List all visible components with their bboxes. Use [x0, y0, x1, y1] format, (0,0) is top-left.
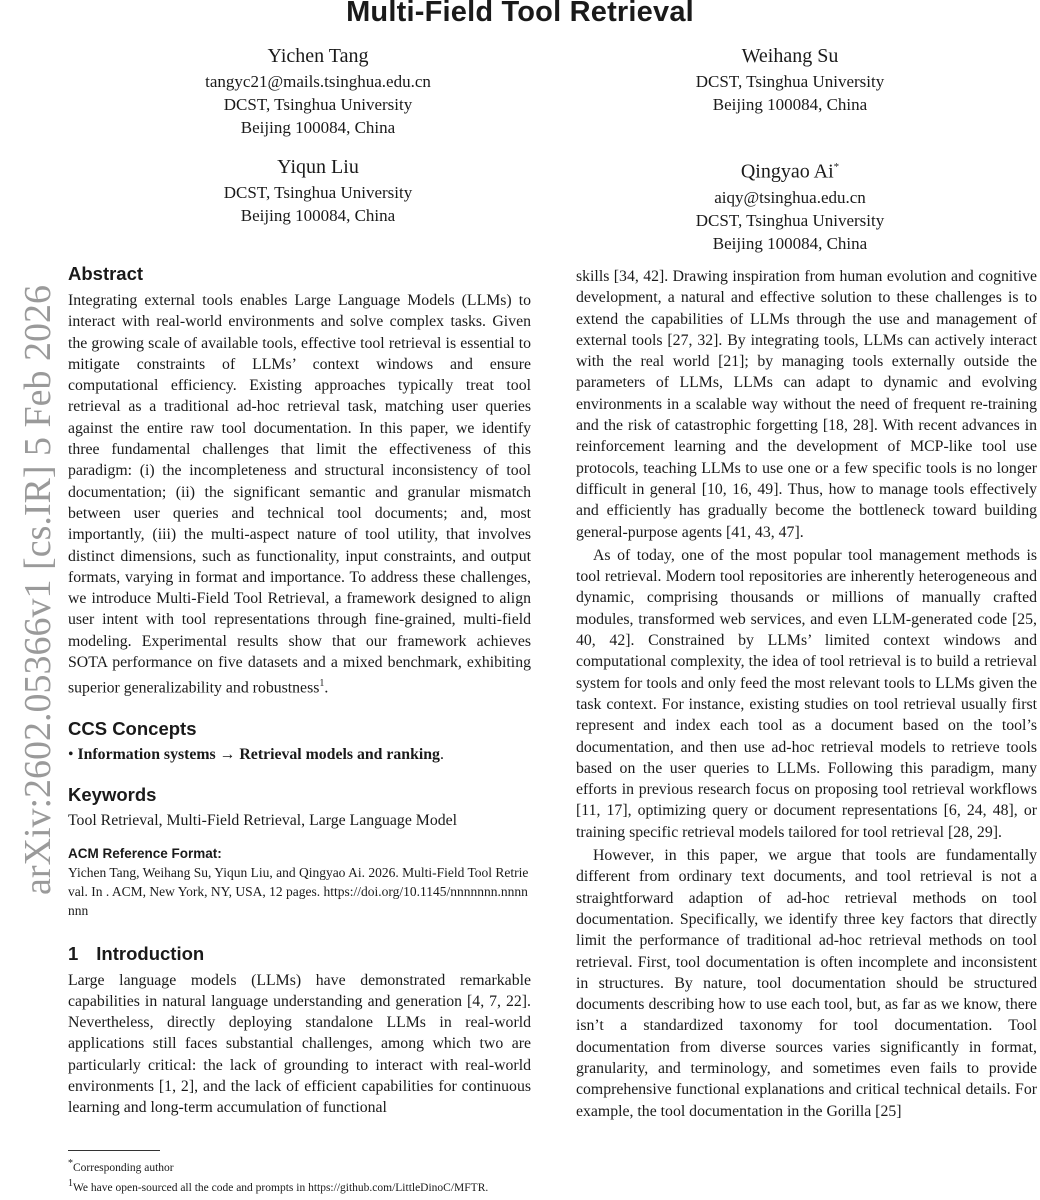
author-address: Beijing 100084, China — [240, 118, 396, 137]
author-block — [580, 42, 1000, 116]
footnote-rule — [68, 1150, 160, 1151]
footnote-ref: 1 — [319, 678, 325, 690]
author-email: aiqy@tsinghua.edu.cn — [714, 187, 866, 207]
author-block — [108, 153, 528, 227]
intro-heading — [68, 942, 531, 966]
author-name — [580, 153, 1000, 186]
author-affiliation: DCST, Tsinghua University — [695, 72, 885, 91]
ccs-concept — [68, 744, 531, 765]
acm-ref-heading: ACM Reference Format: — [68, 845, 222, 861]
abstract-body: Integrating external tools enables Large Language Models (LLMs) to interact with real-world environments and solve complex tasks. Given the growing scale of available tools, effective tool retrieval is essential to mitigate constraints of LLMs’ context windows and ensure computational efficiency. Existing approaches typically treat tool retrieval as a traditional ad-hoc retrieval task, matching user queries against the entire raw tool documentation. In this paper, we identify three fundamental challenges that limit the effectiveness of this paradigm: (i) the incompleteness and structural inconsistency of tool documentation; (ii) the significant semantic and granular mismatch between user queries and technical tool documents; and, most importantly, (iii) the multi-aspect nature of tool utility, that involves distinct dimensions, such as functionality, input constraints, and output formats, varying in format and importance. To address these challenges, we introduce Multi-Field Tool Retrieval, a framework designed to align user intent with tool representations through fine-grained, multi-field modeling. Experimental results show that our framework achieves SOTA performance on five datasets and a mixed benchmark, exhibiting superior generalizability and robustness — [68, 292, 531, 697]
footnote-text: Corresponding author — [73, 1161, 174, 1174]
abstract-heading: Abstract — [68, 263, 144, 284]
author-name-text: Qingyao Ai — [740, 160, 834, 183]
intro-paragraph: However, in this paper, we argue that tools are fundamentally different from ordinary text documents, and tool retrieval is not a straightforward adaption of ad-hoc retrieval methods on tool documentation. Specifically, we identify three key factors that directly limit the performance of traditional ad-hoc retrieval methods on tool retrieval. First, tool documentation is often incomplete and inconsistent in structures. By nature, tool documentation should be structured documents describing how to use each tool, but, as far as we know, there isn’t a standardized taxonomy for tool documentation. Tool documentation from diverse sources varies significantly in format, granularity, and terminology, and sometimes even fails to provide comprehensive functional explanations and critical technical details. For example, the tool documentation in the Gorilla [25] — [576, 847, 1037, 1120]
paper-title: Multi-Field Tool Retrieval — [346, 0, 694, 28]
footnote-corresponding — [68, 1156, 531, 1176]
footnote-code — [68, 1176, 531, 1196]
intro-paragraph: As of today, one of the most popular tool management methods is tool retrieval. Modern tool repositories are inherently heterogeneous and dynamic, comprising thousands or millions of manually crafted modules, transformed web services, and even LLM-generated code [25, 40, 42]. Constrained by LLMs’ limited context windows and computational complexity, the idea of tool retrieval is to build a retrieval system for tools and only feed the most relevant tools to LLMs given the task context. For instance, existing studies on tool retrieval usually first represent and index each tool as a document based on the tool’s documentation, and then use ad-hoc retrieval models to retrieve tools based on the user queries to LLMs. Following this paradigm, many efforts in previous research focus on proposing tool retrieval workflows [11, 17], optimizing query or document representations [6, 24, 48], or training specific retrieval models tailored for tool retrieval [28, 29]. — [576, 546, 1037, 841]
author-email: tangyc21@mails.tsinghua.edu.cn — [205, 72, 431, 91]
section-title: Introduction — [96, 942, 205, 964]
author-affiliation: DCST, Tsinghua University — [695, 210, 885, 230]
intro-paragraph: skills [34, 42]. Drawing inspiration from human evolution and cognitive development, a natural and effective solution to these challenges is to extend the capabilities of LLMs through the use and management of external tools [27, 32]. By integrating tools, LLMs can actively interact with the real world [21]; by managing tools externally outside the parameters of LLMs, LLMs can adapt to dynamic and evolving environments in a scalable way without the need of frequent re-training and the risk of catastrophic forgetting [18, 28]. With recent advances in reinforcement learning and the development of MCP-like tool use protocols, teaching LLMs to use one or a few specific tools is no longer difficult in general [10, 16, 49]. Thus, how to manage tools effectively and efficiently has gradually become the bottleneck toward building general-purpose agents [41, 43, 47]. — [576, 268, 1037, 541]
ccs-bullet: • — [68, 745, 74, 763]
author-address: Beijing 100084, China — [712, 95, 868, 114]
author-address: Beijing 100084, China — [712, 233, 868, 253]
footnote-text: We have open-sourced all the code and prompts in https://github.com/LittleDinoC/MFTR. — [73, 1181, 489, 1194]
abstract-text: Integrating external tools enables Large Language Models (LLMs) to interact with real-world environments and solve complex tasks. Given the growing scale of available tools, effective tool retrieval is essential to mitigate constraints of LLMs’ context windows and ensure computational efficiency. Existing approaches typically treat tool retrieval as a traditional ad-hoc retrieval task, matching user queries against the entire raw tool documentation. In this paper, we identify three fundamental challenges that limit the effectiveness of this paradigm: (i) the incompleteness and structural inconsistency of tool documentation; (ii) the significant semantic and granular mismatch between user queries and technical tool documents; and, most importantly, (iii) the multi-aspect nature of tool utility, that involves distinct dimensions, such as functionality, input constraints, and output formats, varying in format and importance. To address these challenges, we introduce Multi-Field Tool Retrieval, a framework designed to align user intent with tool representations through fine-grained, multi-field modeling. Experimental results show that our framework achieves SOTA performance on five datasets and a mixed benchmark, exhibiting superior generalizability and robustness$^1$. — [68, 292, 531, 697]
author-address: Beijing 100084, China — [240, 206, 396, 225]
keywords-text: Tool Retrieval, Multi-Field Retrieval, Large Language Model — [68, 812, 458, 830]
footnote-mark: 1 — [68, 1177, 73, 1189]
author-block — [580, 153, 1000, 255]
ccs-item: Information systems → Retrieval models and ranking — [77, 745, 440, 763]
footnotes — [68, 1150, 531, 1196]
right-column — [576, 266, 1037, 1122]
author-name: Weihang Su — [741, 45, 839, 67]
author-name: Yichen Tang — [267, 45, 369, 67]
keywords-heading: Keywords — [68, 784, 157, 806]
author-block — [108, 42, 528, 139]
footnote-mark: * — [68, 1158, 73, 1169]
acm-ref-text: Yichen Tang, Weihang Su, Yiqun Liu, and Qingyao Ai. 2026. Multi-Field Tool Retrieval. In . ACM, New York, NY, USA, 12 pages. https://doi.org/10.1145/nnnnnnn.nnnnnnn — [68, 864, 529, 918]
left-column — [68, 262, 531, 1119]
ccs-end: . — [439, 745, 444, 763]
intro-paragraph: Large language models (LLMs) have demonstrated remarkable capabilities in natural language understanding and generation [4, 7, 22]. Nevertheless, directly deploying standalone LLMs in real-world applications still faces substantial challenges, among which two are particularly critical: the lack of grounding to interact with real-world environments [1, 2], and the lack of efficient capabilities for continuous learning and long-term accumulation of functional — [68, 971, 531, 1117]
section-number: 1 — [68, 942, 79, 964]
author-affiliation: DCST, Tsinghua University — [223, 95, 413, 114]
corresponding-mark: * — [833, 161, 840, 173]
author-affiliation: DCST, Tsinghua University — [223, 183, 413, 202]
ccs-heading: CCS Concepts — [68, 717, 197, 739]
arxiv-stamp: arXiv:2602.05366v1 [cs.IR] 5 Feb 2026 — [17, 284, 59, 896]
author-name: Yiqun Liu — [277, 156, 359, 178]
